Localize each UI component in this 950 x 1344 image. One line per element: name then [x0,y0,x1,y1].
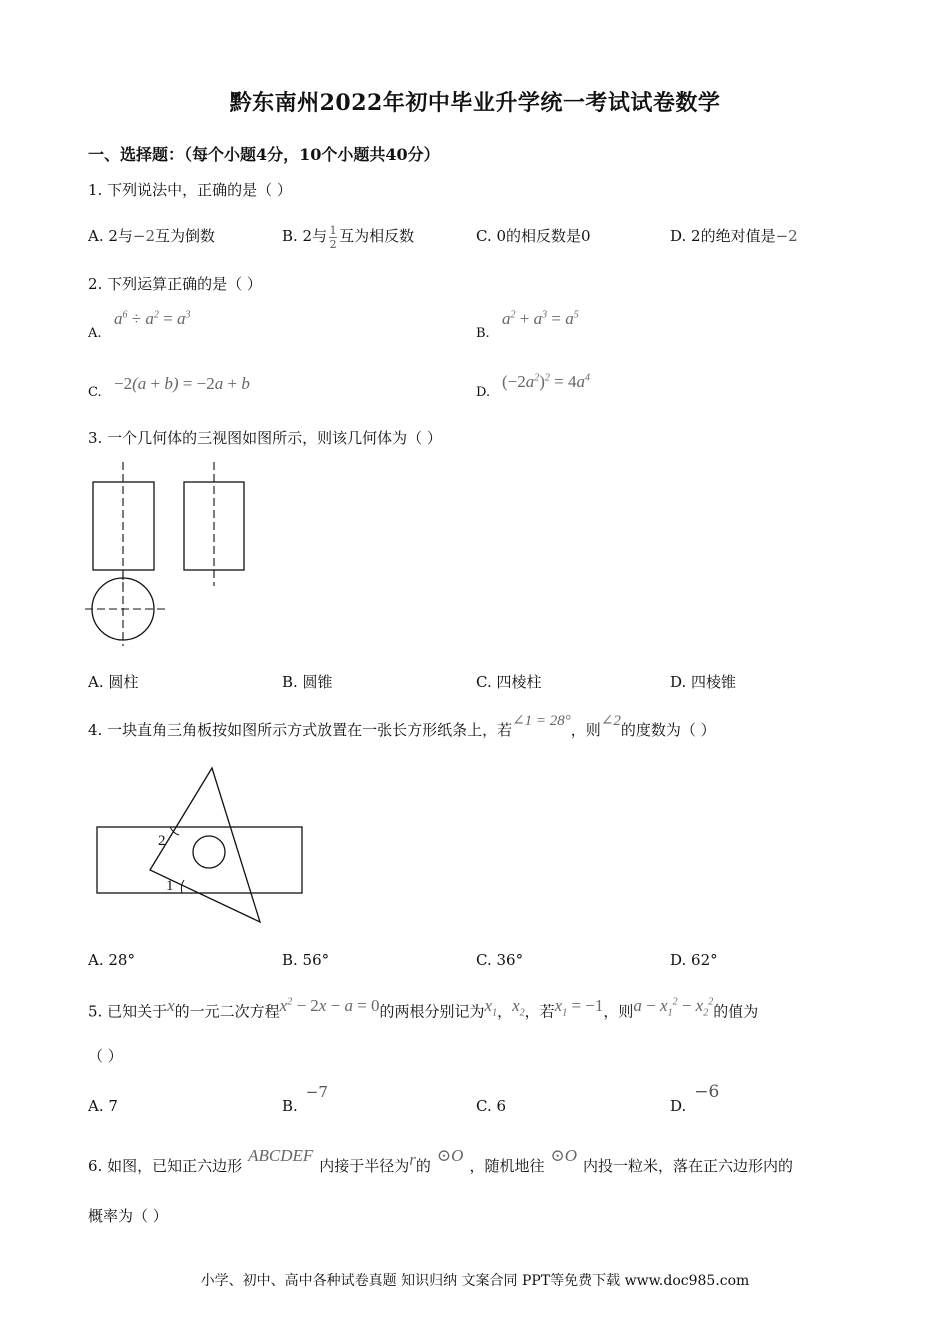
q2-option-b-label: B. [476,326,490,341]
page-footer: 小学、初中、高中各种试卷真题 知识归纳 文案合同 PPT等免费下载 www.doc985.com [200,1273,750,1289]
q3-option-c: C. 四棱柱 [476,673,542,691]
q2-option-a-label: A. [88,326,102,341]
root-x2: $x_2$ [512,995,525,1019]
q6-stem: 6. 如图，已知正六边形ABCDEF内接于半径为r的⊙O，随机地往⊙O内投一粒米，落在正六边形内的 [88,1146,793,1175]
q3-option-d: D. 四棱锥 [670,673,737,691]
q2-option-c-label: C. [88,385,102,400]
q2-stem: 2. 下列运算正确的是（ ） [88,275,262,293]
angle-1-label: 1 [166,878,174,894]
q1-option-d: D. 2的绝对值是−2 [670,227,798,245]
q1-option-c: C. 0的相反数是0 [476,227,591,245]
q5-option-c: C. 6 [476,1097,507,1115]
q1-option-b: B. 2与 $\frac{1}{2}$ 互为相反数 [282,223,415,251]
q3-stem: 3. 一个几何体的三视图如图所示，则该几何体为（ ） [88,429,442,447]
q2-option-a-formula: $a^6 \div a^2 = a^3$ [114,309,191,328]
var-x: x [167,995,175,1015]
q2-option-b-formula: $a^2 + a^3 = a^5$ [502,309,579,328]
q3-option-b: B. 圆锥 [282,673,333,691]
q2-option-d-formula: $(-2a^2)^2 = 4a^4$ [502,372,591,391]
q5-stem: 5. 已知关于x的一元二次方程$x^2 - 2x - a = 0$的两根分别记为$x_1$，$x_2$，若$x_1 = -1$，则$a - x_1^2 - x_2^2$的值为 [88,995,759,1021]
angle-2-expression: ∠2 [600,713,621,729]
angle-2-label: 2 [158,833,166,849]
angle-1-expression: ∠1 = 28° [512,713,571,729]
paper-strip [97,827,302,893]
q5-option-b: B.−7 [282,1083,328,1115]
hexagon-name: ABCDEF [248,1146,314,1165]
root-condition: $x_1 = -1$ [554,995,604,1019]
q1-stem: 1. 下列说法中，正确的是（ ） [88,181,292,199]
q6-stem-line2: 概率为（ ） [88,1207,168,1225]
q4-option-b: B. 56° [282,951,330,969]
q1-option-a: A. 2与−2互为倒数 [88,227,216,245]
page-title: 黔东南州2022年初中毕业升学统一考试试卷数学 [229,90,721,116]
fraction-one-half: $\frac{1}{2}$ [329,223,337,251]
circle-o-2: ⊙O [550,1146,577,1165]
triangle-on-strip-figure [90,762,310,927]
q4-option-d: D. 62° [670,951,718,969]
q5-paren: （ ） [88,1047,123,1065]
circle-o-1: ⊙O [436,1146,464,1165]
triangle-hole [193,836,225,868]
target-expression: $a - x_1^2 - x_2^2$ [633,995,714,1019]
q2-option-c-formula: −2(a + b) = −2a + b [114,374,250,393]
q5-option-a: A. 7 [88,1097,118,1115]
radius-r: r [409,1150,416,1169]
quadratic-equation: $x^2 - 2x - a = 0$ [279,995,380,1015]
q4-stem: 4. 一块直角三角板按如图所示方式放置在一张长方形纸条上，若∠1 = 28°，则∠2的度数为（ ） [88,713,716,739]
right-triangle-plate [150,768,260,922]
section-heading: 一、选择题：（每个小题4分，10个小题共40分） [88,145,440,164]
q4-option-a: A. 28° [88,951,135,969]
root-x1: $x_1$ [484,995,498,1019]
q4-option-c: C. 36° [476,951,524,969]
q3-option-a: A. 圆柱 [88,673,139,691]
three-view-figure [80,456,260,656]
q2-option-d-label: D. [476,385,491,400]
q5-option-d: D.−6 [670,1082,720,1115]
